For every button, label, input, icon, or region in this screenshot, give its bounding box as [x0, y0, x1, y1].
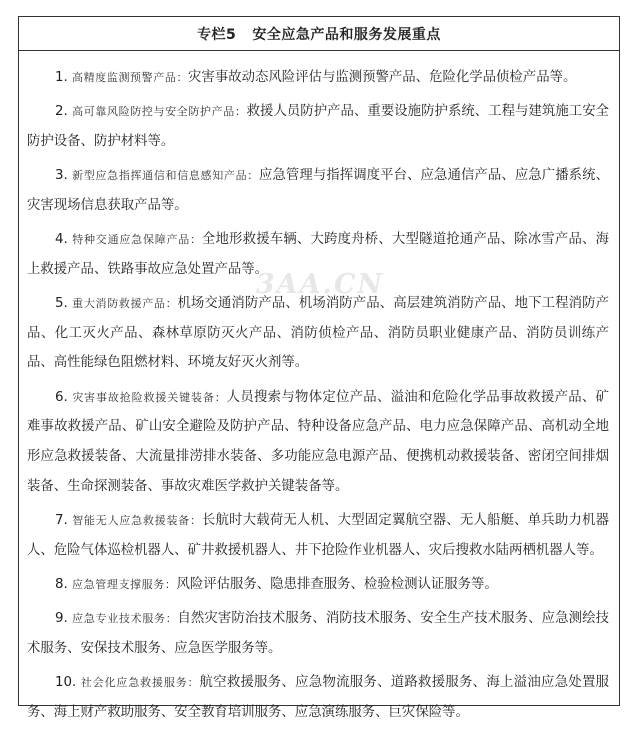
- item-text: 灾害事故动态风险评估与监测预警产品、危险化学品侦检产品等。: [188, 70, 577, 85]
- item-keyword: 智能无人应急救援装备：: [72, 513, 202, 527]
- list-item-10: [27, 668, 609, 727]
- item-text: 自然灾害防治技术服务、消防技术服务、安全生产技术服务、应急测绘技术服务、安保技术服务、应急医学服务等。: [27, 610, 609, 656]
- item-text: 航空救援服务、应急物流服务、道路救援服务、海上溢油应急处置服务、海上财产救助服务、安全教育培训服务、应急演练服务、巨灾保险等。: [27, 674, 610, 720]
- item-number: 6.: [55, 389, 68, 405]
- item-text: 长航时大载荷无人机、大型固定翼航空器、无人船艇、单兵助力机器人、危险气体巡检机器人、矿井救援机器人、井下抢险作业机器人、灾后搜救水陆两栖机器人等。: [27, 512, 610, 558]
- list-item-9: [27, 604, 609, 663]
- item-number: 7.: [55, 512, 68, 528]
- item-text: 人员搜索与物体定位产品、溢油和危险化学品事故救援产品、矿难事故救援产品、矿山安全避险及防护产品、特种设备应急产品、电力应急保障产品、高机动全地形应急救援装备、大流量排涝排水装备、多功能应急电源产品、便携机动救援装备、密闭空间排烟装备、生命探测装备、事故灾难医学救护关键装备等。: [27, 389, 609, 494]
- item-keyword: 重大消防救援产品：: [72, 296, 178, 310]
- item-number: 10.: [55, 674, 77, 690]
- item-text: 应急管理与指挥调度平台、应急通信产品、应急广播系统、灾害现场信息获取产品等。: [27, 168, 610, 213]
- list-item-8: [27, 570, 609, 600]
- item-number: 8.: [55, 576, 68, 592]
- item-number: 4.: [55, 232, 68, 248]
- item-list: [19, 63, 619, 727]
- item-keyword: 社会化应急救援服务：: [80, 675, 200, 689]
- item-keyword: 应急管理支撑服务：: [72, 577, 177, 591]
- list-item-1: [27, 63, 609, 93]
- list-item-3: [27, 161, 609, 220]
- item-number: 9.: [55, 610, 68, 626]
- item-keyword: 高精度监测预警产品：: [72, 71, 189, 84]
- item-keyword: 新型应急指挥通信和信息感知产品：: [72, 169, 259, 183]
- item-keyword: 特种交通应急保障产品：: [72, 233, 202, 247]
- item-text: 全地形救援车辆、大跨度舟桥、大型隧道抢通产品、除冰雪产品、海上救援产品、铁路事故应急处置产品等。: [27, 232, 610, 277]
- list-item-5: [27, 289, 609, 378]
- list-item-2: [27, 97, 609, 156]
- list-item-7: [27, 506, 609, 565]
- item-number: 3.: [55, 168, 68, 184]
- site-watermark: 3AA.CN: [255, 269, 385, 300]
- item-number: 1.: [55, 70, 68, 85]
- column-title: 专栏5 安全应急产品和服务发展重点: [19, 17, 619, 51]
- item-text: 救援人员防护产品、重要设施防护系统、工程与建筑施工安全防护设备、防护材料等。: [27, 104, 610, 149]
- list-item-4: [27, 225, 609, 284]
- item-keyword: 灾害事故抢险救援关键装备：: [72, 390, 227, 404]
- item-number: 5.: [55, 295, 68, 311]
- item-keyword: 高可靠风险防控与安全防护产品：: [72, 105, 247, 119]
- item-text: 风险评估服务、隐患排查服务、检验检测认证服务等。: [176, 576, 498, 592]
- list-item-6: [27, 383, 609, 502]
- column-box: [18, 16, 620, 720]
- item-keyword: 应急专业技术服务：: [72, 611, 178, 625]
- item-number: 2.: [55, 104, 68, 120]
- item-text: 机场交通消防产品、机场消防产品、高层建筑消防产品、地下工程消防产品、化工灭火产品、森林草原防灭火产品、消防侦检产品、消防员职业健康产品、消防员训练产品、高性能绿色阻燃材料、环境友好灭火剂等。: [27, 295, 609, 371]
